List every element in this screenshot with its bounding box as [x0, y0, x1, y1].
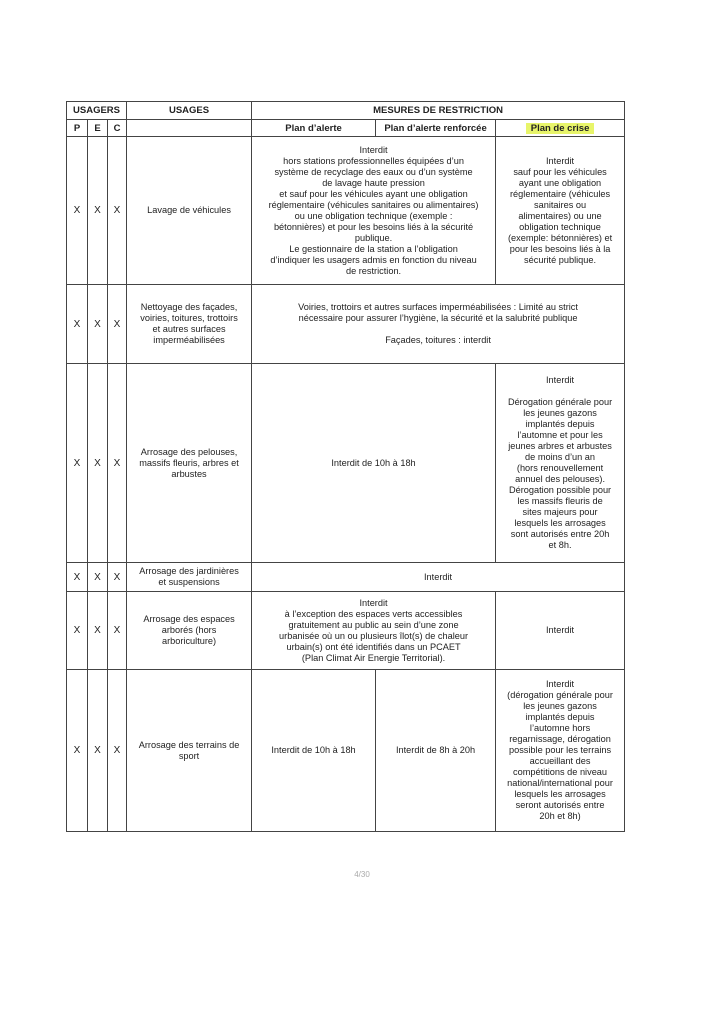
- table-row: [67, 137, 625, 285]
- usager-e-mark: X: [88, 285, 108, 364]
- usager-p-mark: X: [67, 592, 88, 670]
- spacer: [255, 324, 621, 335]
- usager-c-mark: X: [108, 364, 127, 563]
- measure-alerte-renforcee: Interdit de 8h à 20h: [376, 670, 496, 832]
- usages-header: USAGES: [127, 102, 252, 120]
- usager-p-mark: X: [67, 137, 88, 285]
- usage-label: Arrosage des espaces arborés (hors arboriculture): [127, 592, 252, 670]
- usager-p-mark: X: [67, 364, 88, 563]
- plan-alerte-renforcee-header: Plan d’alerte renforcée: [376, 120, 496, 137]
- p-header: P: [67, 120, 88, 137]
- usage-label: Arrosage des pelouses, massifs fleuris, arbres et arbustes: [127, 364, 252, 563]
- table-row: [67, 592, 625, 670]
- usager-c-mark: X: [108, 285, 127, 364]
- usage-label: Arrosage des terrains de sport: [127, 670, 252, 832]
- table-row: [67, 285, 625, 364]
- usager-e-mark: X: [88, 137, 108, 285]
- measure-alerte-renforcee: Interdit de 10h à 18h: [252, 364, 496, 563]
- measure-crise-interdit: Interdit: [546, 375, 575, 385]
- usager-e-mark: X: [88, 563, 108, 592]
- usage-label: Arrosage des jardinières et suspensions: [127, 563, 252, 592]
- measure-crise: Interdit sauf pour les véhicules ayant une obligation réglementaire (véhicules sanitaires ou alimentaires) ou une obligation technique (exemple: bétonnières) et pour les besoins liés à la sécurité publique.: [496, 137, 625, 285]
- usager-e-mark: X: [88, 364, 108, 563]
- measure-alerte-renforcee: Interdit hors stations professionnelles équipées d’un système de recyclage des eaux ou d’un système de lavage haute pression et sauf pour les véhicules ayant une obligation réglementaire (véhicules sanitaires ou alimentaires) ou une obligation technique (exemple : bétonnières) et pour les besoins liés à la sécurité publique. Le gestionnaire de la station a l’obligation d’indiquer les usagers admis en fonction du niveau de restriction.: [252, 137, 496, 285]
- usager-p-mark: X: [67, 563, 88, 592]
- measure-voiries-text: Voiries, trottoirs et autres surfaces imperméabilisées : Limité au strict nécessaire pour assurer l’hygiène, la sécurité et la salubrité publique: [298, 302, 578, 323]
- spacer: [499, 386, 621, 397]
- usager-e-mark: X: [88, 592, 108, 670]
- measure-crise: [496, 364, 625, 563]
- measure-alerte-renforcee: Interdit à l’exception des espaces verts accessibles gratuitement au public au sein d’une zone urbanisée où un ou plusieurs îlot(s) de chaleur urbain(s) ont été identifiés dans un PCAET (Plan Climat Air Energie Territorial).: [252, 592, 496, 670]
- usage-label: Lavage de véhicules: [127, 137, 252, 285]
- usager-p-mark: X: [67, 285, 88, 364]
- table-row: [67, 364, 625, 563]
- measure-all-plans: Interdit: [252, 563, 625, 592]
- measure-crise-derogation: Dérogation générale pour les jeunes gazons implantés depuis l’automne et pour les jeunes arbres et arbustes de moins d’un an (hors renouvellement annuel des pelouses). Dérogation possible pour les massifs fleuris de sites majeurs pour lesquels les arrosages sont autorisés entre 20h et 8h.: [507, 397, 613, 550]
- table-row: [67, 563, 625, 592]
- plan-crise-header: [496, 120, 625, 137]
- page-number: 4/30: [354, 870, 370, 879]
- usage-label: Nettoyage des façades, voiries, toitures, trottoirs et autres surfaces imperméabilisées: [127, 285, 252, 364]
- plan-alerte-header: Plan d’alerte: [252, 120, 376, 137]
- measure-crise: Interdit (dérogation générale pour les jeunes gazons implantés depuis l’automne hors regarnissage, dérogation possible pour les terrains accueillant des compétitions de niveau national/international pour lesquels les arrosages seront autorisés entre 20h et 8h): [496, 670, 625, 832]
- usager-e-mark: X: [88, 670, 108, 832]
- usager-c-mark: X: [108, 592, 127, 670]
- usager-c-mark: X: [108, 670, 127, 832]
- e-header: E: [88, 120, 108, 137]
- mesures-header: MESURES DE RESTRICTION: [252, 102, 625, 120]
- measure-alerte: Interdit de 10h à 18h: [252, 670, 376, 832]
- usager-c-mark: X: [108, 563, 127, 592]
- usagers-header: USAGERS: [67, 102, 127, 120]
- measure-facades-text: Façades, toitures : interdit: [385, 335, 491, 345]
- plan-crise-highlight: Plan de crise: [526, 123, 595, 134]
- usage-subheader-empty: [127, 120, 252, 137]
- table-row: [67, 670, 625, 832]
- measure-crise: Interdit: [496, 592, 625, 670]
- c-header: C: [108, 120, 127, 137]
- usager-c-mark: X: [108, 137, 127, 285]
- usager-p-mark: X: [67, 670, 88, 832]
- measure-all-plans: [252, 285, 625, 364]
- restriction-table: [66, 101, 625, 832]
